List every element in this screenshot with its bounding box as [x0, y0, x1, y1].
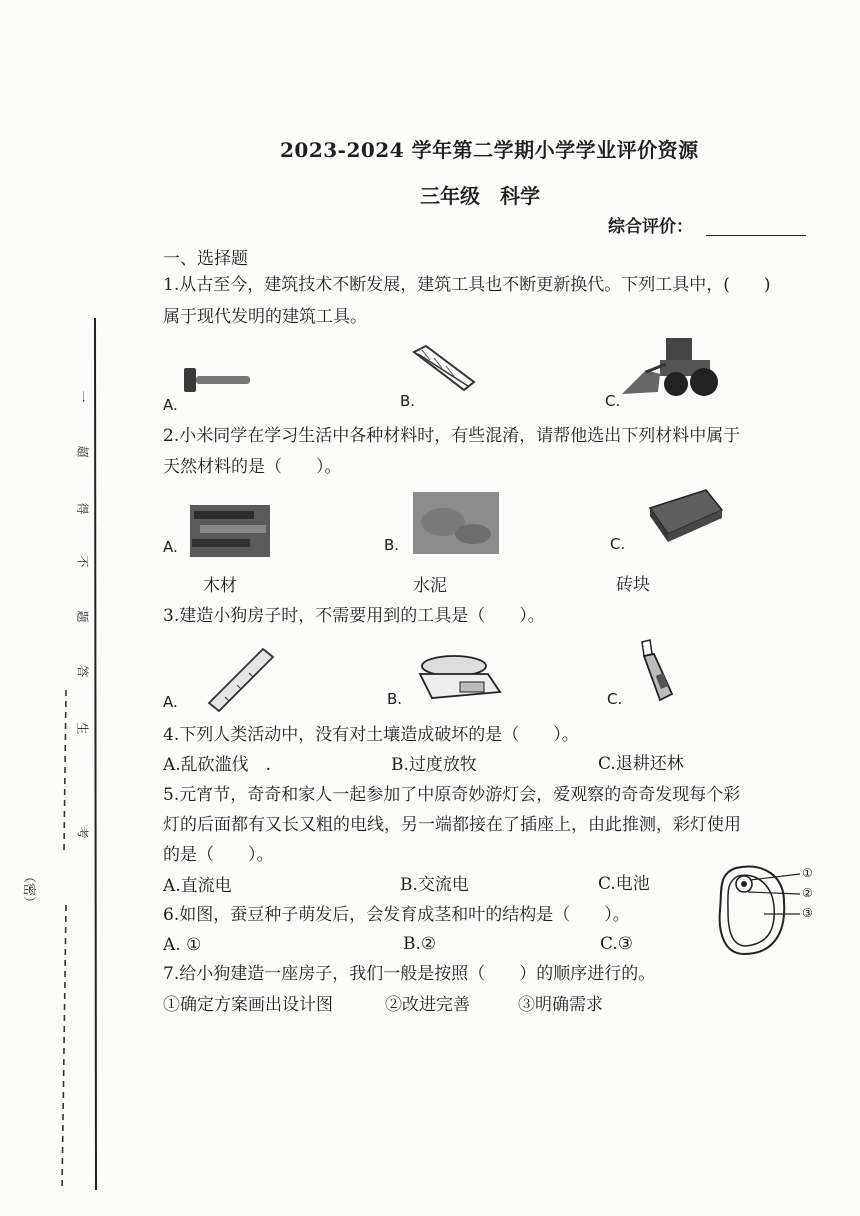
q4-text-line1: 4.下列人类活动中，没有对土壤造成破坏的是（ ）。 — [163, 725, 579, 745]
margin-char: 超 — [75, 445, 90, 458]
q2-option-b[interactable]: B. — [384, 536, 400, 554]
q6-option-b[interactable]: B.② — [403, 934, 437, 954]
q3-text-line1: 3.建造小狗房子时，不需要用到的工具是（ ）。 — [163, 606, 545, 626]
bulldozer-icon — [620, 334, 720, 398]
q7-text-line1: 7.给小狗建造一座房子，我们一般是按照（ ）的顺序进行的。 — [163, 964, 656, 984]
score-blank[interactable] — [706, 235, 806, 236]
q5-text-line2: 灯的后面都有又长又粗的电线，另一端都接在了插座上，由此推测，彩灯使用 — [163, 815, 741, 835]
q4-option-c[interactable]: C.退耕还林 — [598, 754, 684, 774]
score-label: 综合评价： — [608, 217, 693, 237]
q1-option-c[interactable]: C. — [605, 392, 621, 410]
q4-option-a[interactable]: A.乱砍滥伐 . — [163, 755, 272, 775]
q2-caption-a: 木材 — [203, 576, 237, 596]
q5-option-b[interactable]: B.交流电 — [400, 875, 469, 895]
wood-icon — [190, 505, 270, 557]
seed-label-2: ② — [802, 886, 813, 900]
seed-label-1: ① — [802, 866, 813, 880]
q2-caption-c: 砖块 — [616, 575, 650, 595]
q6-option-a[interactable]: A. ① — [163, 935, 202, 955]
q2-option-a[interactable]: A. — [163, 538, 178, 556]
margin-char: 得 — [75, 502, 90, 515]
q3-option-a[interactable]: A. — [163, 693, 178, 711]
margin-mi-label: （密） — [21, 870, 36, 910]
q6-option-c[interactable]: C.③ — [600, 934, 634, 954]
q1-text-line2: 属于现代发明的建筑工具。 — [163, 307, 367, 327]
margin-char: 一 — [75, 390, 90, 403]
q2-text-line1: 2.小米同学在学习生活中各种材料时，有些混淆，请帮他选出下列材料中属于 — [163, 426, 741, 446]
hammer-icon — [182, 366, 252, 396]
q1-text-line1: 1.从古至今，建筑技术不断发展，建筑工具也不断更新换代。下列工具中，( ) — [163, 275, 771, 295]
utility-knife-icon — [634, 640, 680, 704]
q7-step-3: ③明确需求 — [518, 995, 603, 1015]
binding-line — [0, 0, 110, 1216]
margin-char: 答 — [75, 665, 90, 678]
margin-char: 题 — [75, 610, 90, 623]
brick-icon — [646, 488, 726, 544]
ruler-icon — [205, 645, 275, 715]
q3-option-c[interactable]: C. — [607, 690, 623, 708]
seed-label-3: ③ — [802, 906, 813, 920]
q7-step-2: ②改进完善 — [385, 995, 470, 1015]
q5-text-line3: 的是（ ）。 — [163, 845, 274, 865]
margin-char: 生 — [75, 722, 90, 735]
margin-char: 考 — [75, 826, 90, 839]
saw-icon — [408, 344, 478, 394]
page-subtitle: 三年级 科学 — [420, 184, 540, 208]
q1-option-b[interactable]: B. — [400, 392, 416, 410]
section-heading: 一、选择题 — [163, 249, 248, 269]
q3-option-b[interactable]: B. — [387, 690, 403, 708]
q2-text-line2: 天然材料的是（ ）。 — [163, 457, 342, 477]
q7-step-1: ①确定方案画出设计图 — [163, 995, 333, 1015]
q5-option-c[interactable]: C.电池 — [598, 874, 650, 894]
cement-icon — [413, 492, 499, 554]
q2-option-c[interactable]: C. — [610, 535, 626, 553]
page-title: 2023-2024 学年第二学期小学学业评价资源 — [280, 138, 699, 162]
margin-char: 不 — [75, 555, 90, 568]
scale-icon — [416, 652, 502, 704]
q2-caption-b: 水泥 — [413, 576, 447, 596]
q5-option-a[interactable]: A.直流电 — [163, 876, 232, 896]
q5-text-line1: 5.元宵节，奇奇和家人一起参加了中原奇妙游灯会，爱观察的奇奇发现每个彩 — [163, 785, 741, 805]
q4-option-b[interactable]: B.过度放牧 — [391, 755, 477, 775]
q1-option-a[interactable]: A. — [163, 396, 178, 414]
q6-text-line1: 6.如图，蚕豆种子萌发后，会发育成茎和叶的结构是（ ）。 — [163, 905, 630, 925]
